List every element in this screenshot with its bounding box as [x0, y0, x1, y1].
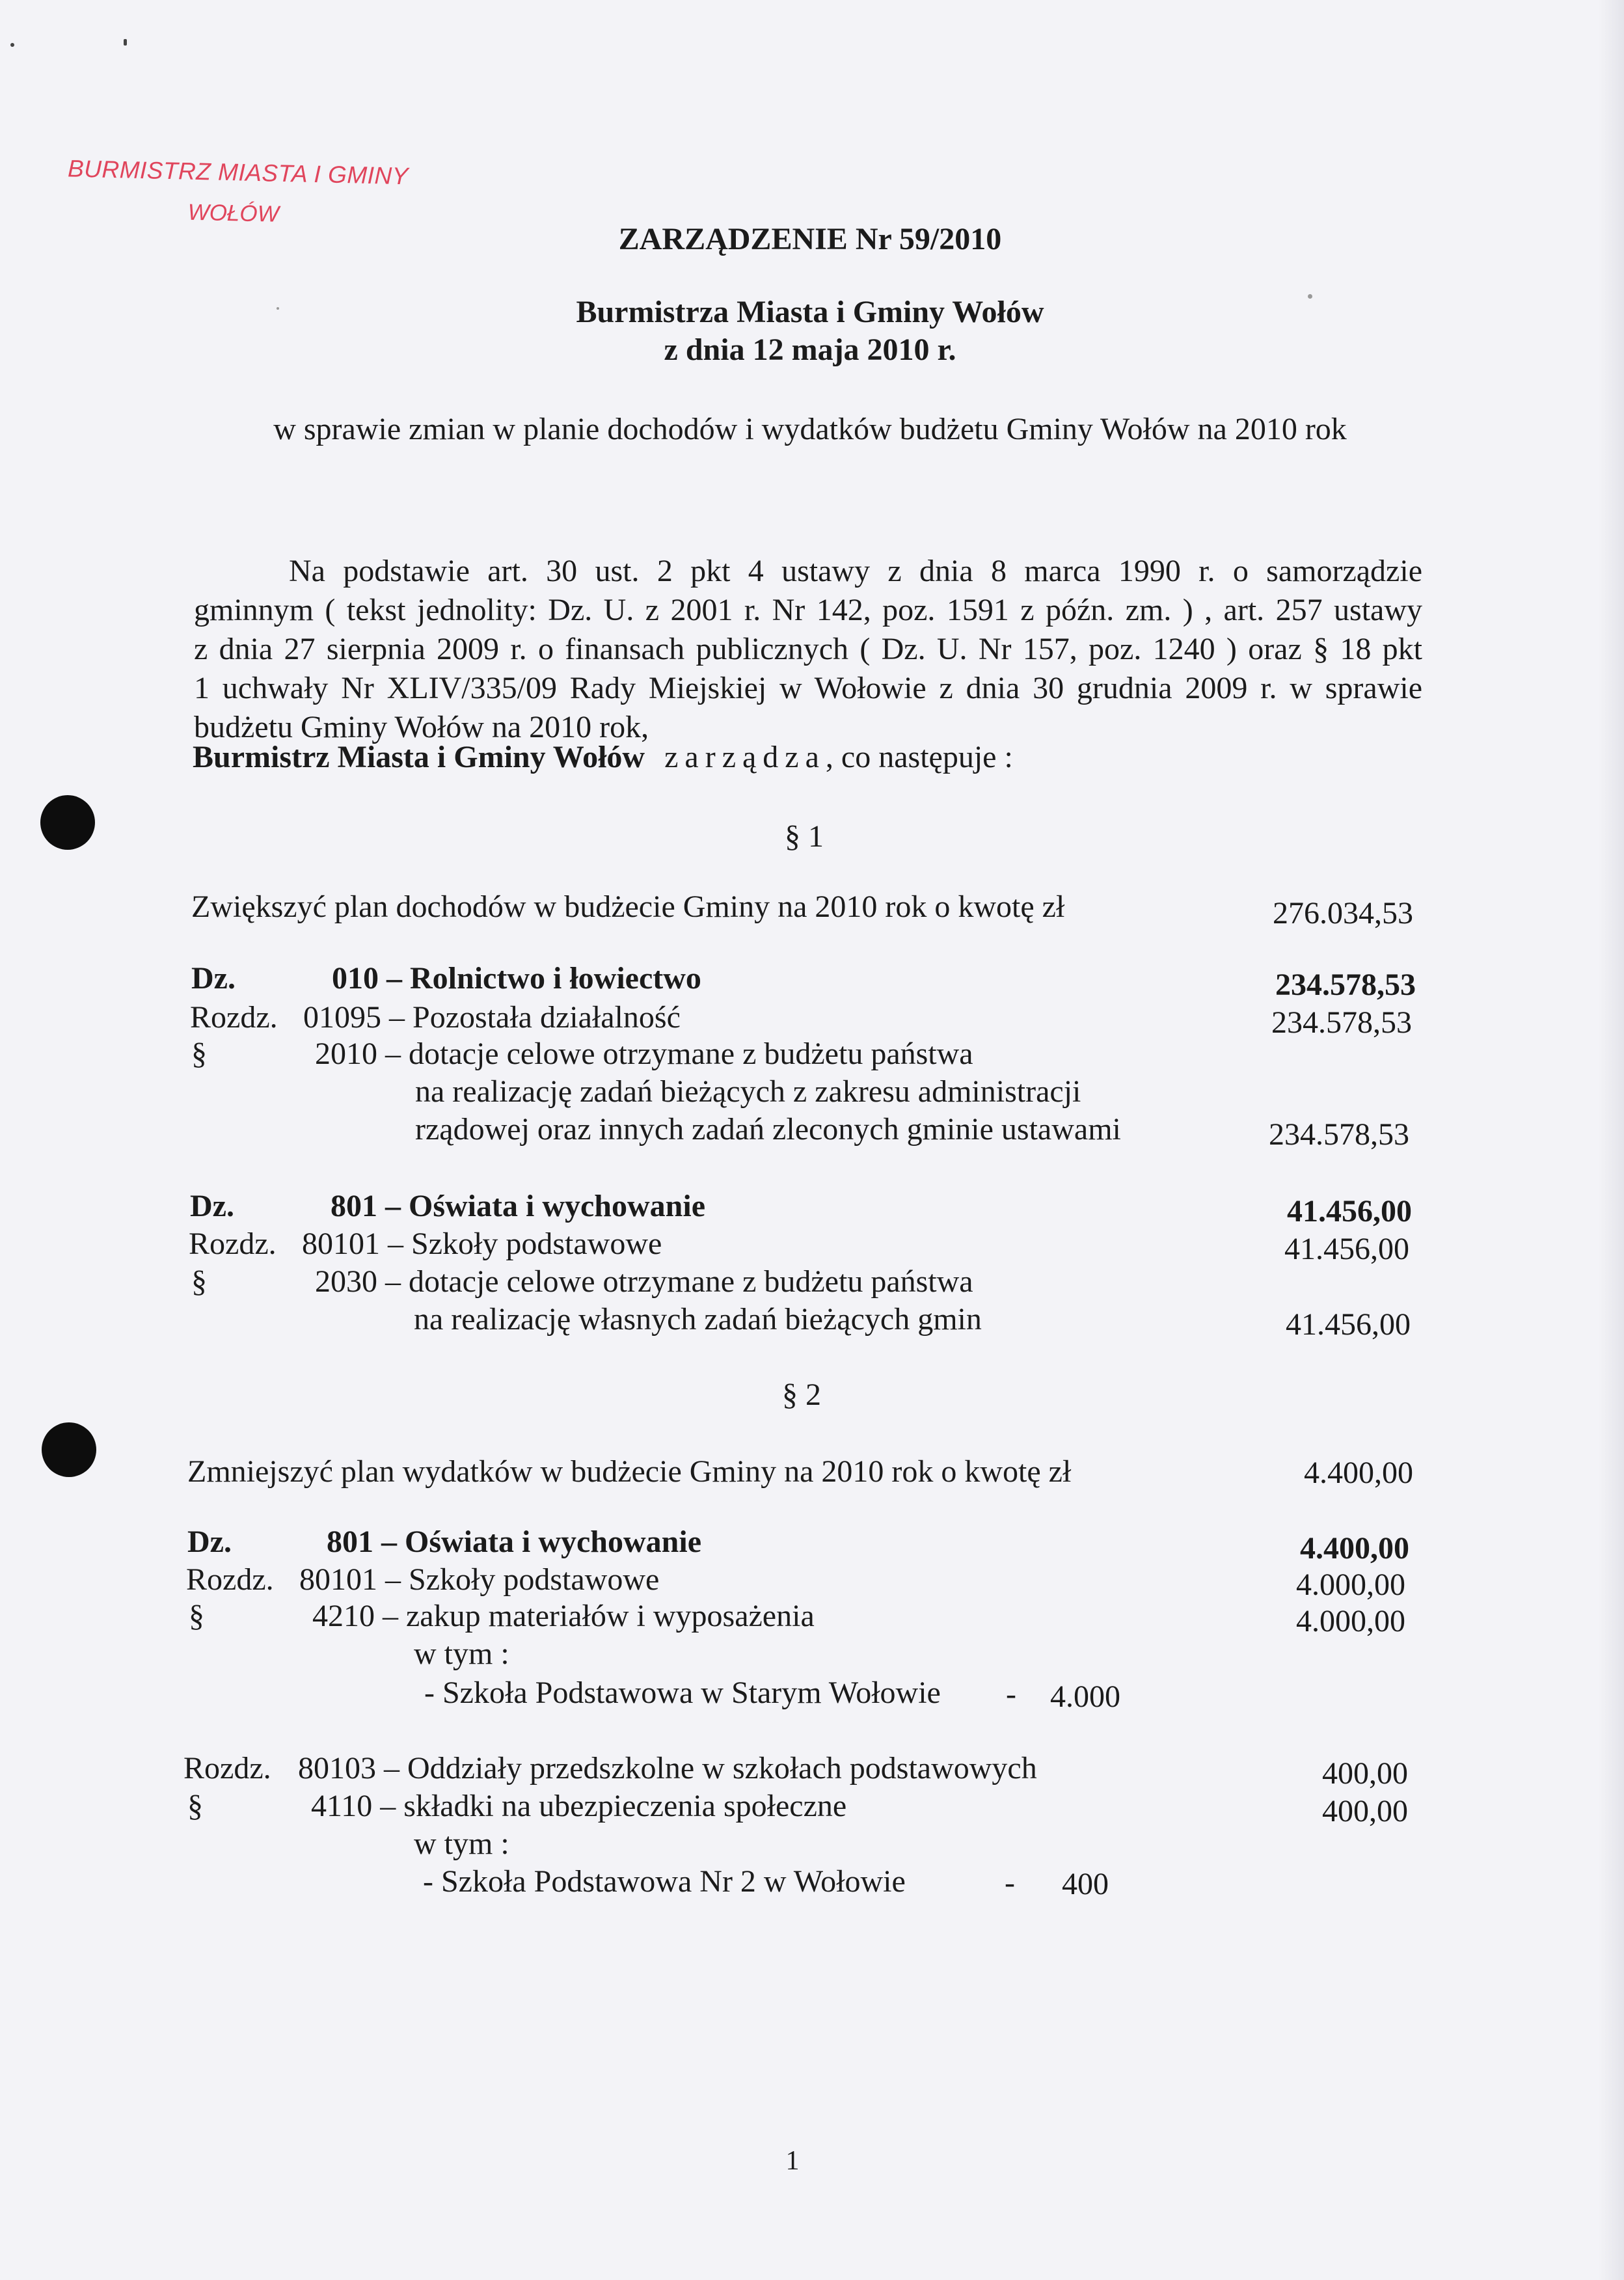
paragraph-amount: 41.456,00 [1286, 1307, 1411, 1342]
rozdz-prefix: Rozdz. [190, 1000, 278, 1035]
including-item-dash: - [1006, 1677, 1016, 1711]
including-item-value: 4.000 [1050, 1679, 1120, 1714]
dz-amount: 4.400,00 [1300, 1531, 1409, 1566]
rozdz-amount: 234.578,53 [1271, 1005, 1412, 1040]
rozdz-amount: 4.000,00 [1296, 1568, 1405, 1602]
rozdz-label: 80101 – Szkoły podstawowe [302, 1227, 662, 1261]
paragraph-line: na realizację zadań bieżących z zakresu administracji [415, 1074, 1081, 1109]
document-title: ZARZĄDZENIE Nr 59/2010 [618, 222, 1002, 256]
dz-prefix: Dz. [190, 1189, 234, 1223]
dz-amount: 234.578,53 [1275, 968, 1416, 1002]
dz-label: 801 – Oświata i wychowanie [331, 1189, 705, 1223]
including-item-name: - Szkoła Podstawowa Nr 2 w Wołowie [423, 1864, 906, 1899]
preamble-line: z dnia 27 sierpnia 2009 r. o finansach publicznych ( Dz. U. Nr 157, poz. 1240 ) oraz § 18 pkt [194, 632, 1422, 666]
decree-authority: Burmistrz Miasta i Gminy Wołów [193, 740, 645, 774]
section-1-intro-amount: 276.034,53 [1273, 896, 1413, 930]
scan-speck [1308, 294, 1312, 299]
scan-speck [10, 43, 14, 47]
paragraph-line: 4110 – składki na ubezpieczenia społeczne [311, 1789, 847, 1823]
rozdz-label: 01095 – Pozostała działalność [303, 1000, 681, 1035]
paragraph-line: 2010 – dotacje celowe otrzymane z budżetu państwa [315, 1037, 973, 1071]
dz-label: 010 – Rolnictwo i łowiectwo [332, 961, 701, 996]
punch-hole-top [40, 795, 95, 850]
punch-hole-bottom [42, 1422, 96, 1477]
paragraph-amount: 4.000,00 [1296, 1604, 1405, 1638]
including-item-name: - Szkoła Podstawowa w Starym Wołowie [424, 1676, 941, 1710]
preamble [194, 552, 1422, 747]
decree-line [193, 742, 1013, 773]
paragraph-amount: 400,00 [1322, 1794, 1408, 1828]
section-2-heading: § 2 [782, 1378, 821, 1412]
scan-edge [1598, 0, 1624, 2280]
rozdz-prefix: Rozdz. [189, 1227, 277, 1261]
rozdz-prefix: Rozdz. [183, 1751, 271, 1785]
section-2-intro: Zmniejszyć plan wydatków w budżecie Gminy na 2010 rok o kwotę zł [187, 1454, 1072, 1489]
preamble-line: 1 uchwały Nr XLIV/335/09 Rady Miejskiej w Wołowie z dnia 30 grudnia 2009 r. w sprawie [194, 671, 1422, 705]
paragraph-line: rządowej oraz innych zadań zleconych gminie ustawami [415, 1112, 1121, 1147]
including-item-dash: - [1005, 1866, 1015, 1900]
document-issuer: Burmistrza Miasta i Gminy Wołów [576, 295, 1044, 329]
paragraph-prefix: § [191, 1037, 207, 1071]
rozdz-label: 80103 – Oddziały przedszkolne w szkołach podstawowych [298, 1751, 1037, 1785]
document-date: z dnia 12 maja 2010 r. [664, 332, 956, 367]
including-label: w tym : [414, 1636, 509, 1671]
dz-prefix: Dz. [187, 1525, 232, 1559]
preamble-line: budżetu Gminy Wołów na 2010 rok, [194, 710, 649, 744]
paragraph-line: 4210 – zakup materiałów i wyposażenia [312, 1599, 815, 1633]
decree-verb: zarządza [664, 740, 826, 774]
decree-rest: , co następuje : [825, 740, 1013, 774]
preamble-line: Na podstawie art. 30 ust. 2 pkt 4 ustawy z dnia 8 marca 1990 r. o samorządzie [289, 554, 1422, 588]
document-subject: w sprawie zmian w planie dochodów i wydatków budżetu Gminy Wołów na 2010 rok [273, 412, 1347, 446]
rozdz-amount: 41.456,00 [1284, 1232, 1409, 1266]
scan-speck [124, 39, 127, 46]
paragraph-prefix: § [187, 1789, 203, 1823]
dz-amount: 41.456,00 [1287, 1194, 1412, 1228]
rozdz-label: 80101 – Szkoły podstawowe [299, 1562, 660, 1597]
paragraph-prefix: § [191, 1264, 207, 1299]
section-1-heading: § 1 [785, 819, 824, 854]
paragraph-prefix: § [189, 1599, 204, 1633]
preamble-line: gminnym ( tekst jednolity: Dz. U. z 2001 r. Nr 142, poz. 1591 z późn. zm. ) , art. 257 ustawy [194, 593, 1422, 627]
dz-label: 801 – Oświata i wychowanie [327, 1525, 701, 1559]
scan-speck [277, 307, 279, 310]
paragraph-line: na realizację własnych zadań bieżących gmin [414, 1302, 982, 1337]
rozdz-amount: 400,00 [1322, 1756, 1408, 1791]
stamp-line-1: BURMISTRZ MIASTA I GMINY [67, 155, 409, 190]
including-item-value: 400 [1062, 1867, 1109, 1901]
paragraph-line: 2030 – dotacje celowe otrzymane z budżetu państwa [315, 1264, 973, 1299]
dz-prefix: Dz. [191, 961, 236, 996]
stamp-line-2: WOŁÓW [187, 199, 280, 227]
section-1-intro: Zwiększyć plan dochodów w budżecie Gminy na 2010 rok o kwotę zł [191, 889, 1065, 924]
section-2-intro-amount: 4.400,00 [1304, 1456, 1413, 1490]
paragraph-amount: 234.578,53 [1269, 1117, 1409, 1152]
including-label: w tym : [414, 1826, 509, 1861]
rozdz-prefix: Rozdz. [186, 1562, 274, 1597]
page-number: 1 [785, 2146, 800, 2176]
